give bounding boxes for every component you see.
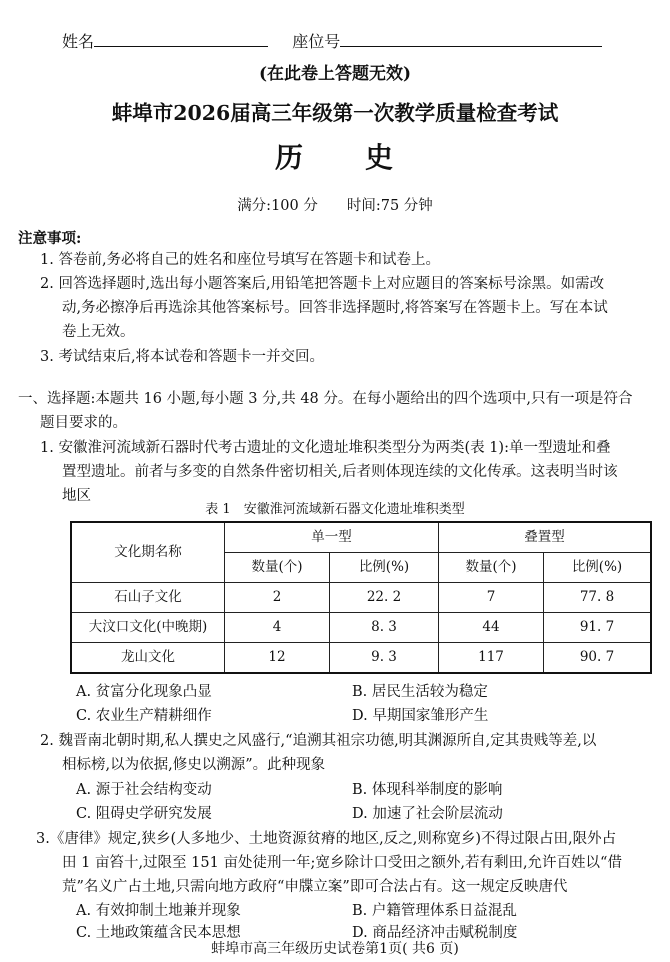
q2-option-a: A. 源于社会结构变动	[76, 782, 212, 798]
table-cell: 2	[225, 583, 330, 613]
question-1-stem: 1. 安徽淮河流域新石器时代考古遗址的文化遗址堆积类型分为两类(表 1):单一型遗址和叠	[40, 440, 611, 456]
instruction-item: 动,务必擦净后再选涂其他答案标号。回答非选择题时,将答案写在答题卡上。写在本试	[62, 300, 608, 316]
table-cell: 石山子文化	[71, 583, 225, 613]
table-cell: 77. 8	[544, 583, 652, 613]
q2-option-d: D. 加速了社会阶层流动	[352, 806, 503, 822]
table-subheader: 比例(%)	[544, 553, 652, 583]
table-cell: 90. 7	[544, 643, 652, 674]
table-subheader: 数量(个)	[225, 553, 330, 583]
seat-label: 座位号	[292, 32, 341, 51]
q1-option-b: B. 居民生活较为稳定	[352, 684, 488, 700]
table-header-group: 单一型	[225, 522, 439, 553]
score-time: 满分:100 分 时间:75 分钟	[237, 198, 433, 214]
table-cell: 117	[439, 643, 544, 674]
exam-title: 蚌埠市2026届高三年级第一次教学质量检查考试	[111, 101, 559, 125]
q3-option-b: B. 户籍管理体系日益混乱	[352, 903, 517, 919]
subject-title: 历 史	[274, 141, 395, 174]
q2-option-c: C. 阻碍史学研究发展	[76, 806, 212, 822]
no-answer-notice: (在此卷上答题无效)	[258, 64, 412, 84]
table-caption: 表 1 安徽淮河流域新石器文化遗址堆积类型	[205, 502, 465, 517]
q1-option-a: A. 贫富分化现象凸显	[76, 684, 212, 700]
name-field-row	[62, 28, 602, 54]
table-cell: 9. 3	[330, 643, 439, 674]
name-label: 姓名	[62, 32, 95, 51]
site-type-table	[70, 521, 652, 674]
name-blank	[94, 28, 268, 47]
instructions-heading: 注意事项:	[18, 230, 82, 247]
table-row	[71, 583, 651, 613]
question-2-stem: 2. 魏晋南北朝时期,私人撰史之风盛行,“追溯其祖宗功德,明其渊源所自,定其贵贱等差,以	[40, 733, 597, 749]
table-row	[71, 643, 651, 674]
instruction-item: 卷上无效。	[62, 324, 135, 340]
question-1-stem: 地区	[62, 488, 91, 504]
table-cell: 7	[439, 583, 544, 613]
instruction-item: 2. 回答选择题时,选出每小题答案后,用铅笔把答题卡上对应题目的答案标号涂黑。如需改	[40, 276, 605, 292]
table-cell: 大汶口文化(中晚期)	[71, 613, 225, 643]
section-heading: 一、选择题:本题共 16 小题,每小题 3 分,共 48 分。在每小题给出的四个选项中,只有一项是符合	[18, 391, 633, 407]
table-cell: 8. 3	[330, 613, 439, 643]
q2-option-b: B. 体现科举制度的影响	[352, 782, 503, 798]
q3-option-c: C. 土地政策蕴含民本思想	[76, 925, 241, 941]
table-header-name: 文化期名称	[71, 522, 225, 583]
table-row	[71, 613, 651, 643]
table-cell: 4	[225, 613, 330, 643]
table-subheader: 数量(个)	[439, 553, 544, 583]
instruction-item: 3. 考试结束后,将本试卷和答题卡一并交回。	[40, 349, 325, 365]
seat-blank	[340, 28, 602, 47]
table-header-group: 叠置型	[439, 522, 652, 553]
q1-option-c: C. 农业生产精耕细作	[76, 708, 212, 724]
q1-option-d: D. 早期国家雏形产生	[352, 708, 489, 724]
instruction-item: 1. 答卷前,务必将自己的姓名和座位号填写在答题卡和试卷上。	[40, 252, 441, 268]
table-cell: 龙山文化	[71, 643, 225, 674]
question-1-stem: 置型遗址。前者与多变的自然条件密切相关,后者则体现连续的文化传承。这表明当时该	[62, 464, 618, 480]
question-2-stem: 相标榜,以为依据,修史以溯源”。此种现象	[62, 757, 326, 773]
table-subheader: 比例(%)	[330, 553, 439, 583]
section-heading-cont: 题目要求的。	[40, 415, 127, 431]
q3-option-a: A. 有效抑制土地兼并现象	[76, 903, 241, 919]
table-cell: 44	[439, 613, 544, 643]
page-footer: 蚌埠市高三年级历史试卷第1页( 共6 页)	[211, 941, 459, 957]
question-3-stem: 荒”名义广占土地,只需向地方政府“申牒立案”即可合法占有。这一规定反映唐代	[62, 879, 568, 895]
question-3-stem: 3.《唐律》规定,狭乡(人多地少、土地资源贫瘠的地区,反之,则称宽乡)不得过限占田,限外占	[36, 831, 617, 847]
table-cell: 91. 7	[544, 613, 652, 643]
question-3-stem: 田 1 亩笞十,过限至 151 亩处徒刑一年;宽乡除计口受田之额外,若有剩田,允许百姓以“借	[62, 855, 622, 871]
q3-option-d: D. 商品经济冲击赋税制度	[352, 925, 518, 941]
table-cell: 12	[225, 643, 330, 674]
table-cell: 22. 2	[330, 583, 439, 613]
